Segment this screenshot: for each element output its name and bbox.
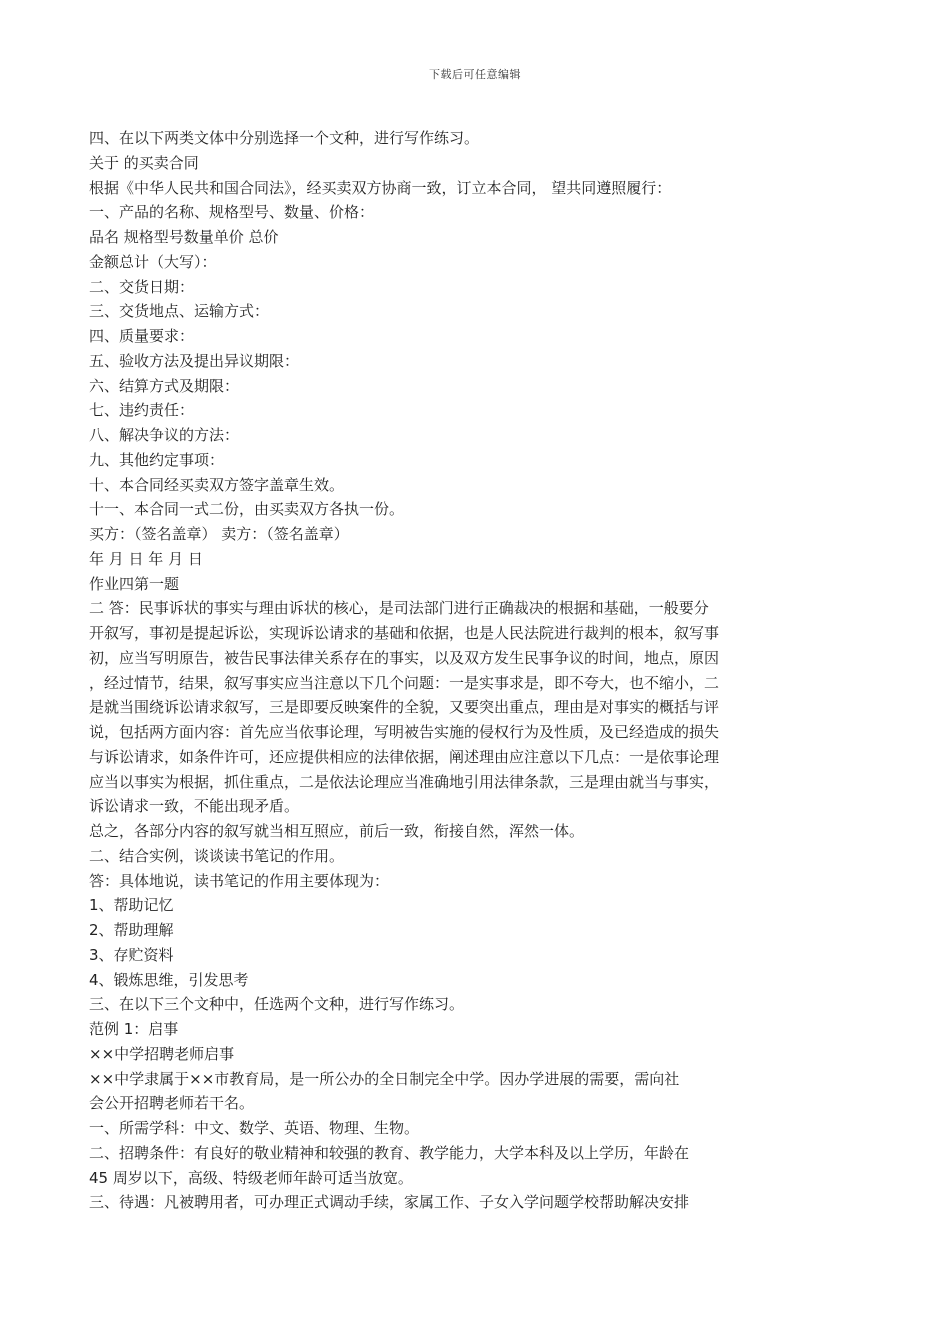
text-line: 答：具体地说，读书笔记的作用主要体现为： bbox=[89, 871, 390, 890]
document-body bbox=[89, 126, 809, 1215]
text-line: 是就当围绕诉讼请求叙写，三是即要反映案件的全貌，又要突出重点，理由是对事实的概括与评 bbox=[89, 698, 720, 717]
text-line: 初，应当写明原告，被告民事法律关系存在的事实，以及双方发生民事争议的时间，地点，原因 bbox=[89, 648, 720, 667]
text-line: 应当以事实为根据，抓住重点，二是依法论理应当准确地引用法律条款，三是理由就当与事实， bbox=[89, 772, 720, 791]
text-line: 十、本合同经买卖双方签字盖章生效。 bbox=[89, 475, 345, 494]
text-line: 范例 1：启事 bbox=[89, 1020, 179, 1038]
text-line: 作业四第一题 bbox=[89, 574, 180, 593]
text-line: 说，包括两方面内容：首先应当依事论理，写明被告实施的侵权行为及性质，及已经造成的损失 bbox=[89, 723, 720, 741]
text-line: 五、验收方法及提出异议期限： bbox=[89, 351, 300, 370]
page-header-note: 下载后可任意编辑 bbox=[429, 68, 521, 81]
text-line: 二 答：民事诉状的事实与理由诉状的核心，是司法部门进行正确裁决的根据和基础，一般要分 bbox=[89, 599, 709, 618]
text-line: 四、在以下两类文体中分别选择一个文种，进行写作练习。 bbox=[89, 129, 480, 147]
text-line: 三、交货地点、运输方式： bbox=[89, 302, 270, 321]
text-line: 年 月 日 年 月 日 bbox=[89, 549, 203, 568]
text-line: 二、结合实例，谈谈读书笔记的作用。 bbox=[89, 846, 345, 865]
text-line: 45 周岁以下，高级、特级老师年龄可适当放宽。 bbox=[89, 1168, 413, 1187]
text-line: 七、违约责任： bbox=[89, 401, 195, 420]
text-line: 二、交货日期： bbox=[89, 277, 195, 296]
text-line: 会公开招聘老师若干名。 bbox=[89, 1094, 255, 1113]
text-line: 八、解决争议的方法： bbox=[89, 426, 240, 444]
text-line: 六、结算方式及期限： bbox=[89, 376, 240, 395]
text-line: ××中学招聘老师启事 bbox=[89, 1044, 235, 1063]
text-line: ，经过情节，结果，叙写事实应当注意以下几个问题：一是实事求是，即不夸大，也不缩小，二 bbox=[89, 673, 720, 692]
text-line: 三、在以下三个文种中，任选两个文种，进行写作练习。 bbox=[89, 995, 465, 1014]
text-line: 关于 的买卖合同 bbox=[89, 153, 199, 172]
text-line: 2、帮助理解 bbox=[89, 921, 174, 939]
text-line: 二、招聘条件：有良好的敬业精神和较强的教育、教学能力，大学本科及以上学历，年龄在 bbox=[89, 1143, 690, 1162]
text-line: 买方：（签名盖章） 卖方：（签名盖章） bbox=[89, 525, 349, 543]
text-line: 十一、本合同一式二份，由买卖双方各执一份。 bbox=[89, 500, 405, 519]
text-line: 与诉讼请求，如条件许可，还应提供相应的法律依据，阐述理由应注意以下几点：一是依事论理 bbox=[89, 747, 720, 766]
text-line: 九、其他约定事项： bbox=[89, 450, 225, 469]
text-line: 诉讼请求一致，不能出现矛盾。 bbox=[89, 797, 300, 816]
text-line: 总之，各部分内容的叙写就当相互照应，前后一致，衔接自然，浑然一体。 bbox=[89, 822, 585, 840]
text-line: 一、所需学科：中文、数学、英语、物理、生物。 bbox=[89, 1119, 420, 1137]
text-line: 金额总计（大写）： bbox=[89, 252, 217, 271]
text-line: 3、存贮资料 bbox=[89, 945, 174, 964]
text-line: 根据《中华人民共和国合同法》，经买卖双方协商一致，订立本合同， 望共同遵照履行： bbox=[89, 178, 672, 197]
text-line: 三、待遇：凡被聘用者，可办理正式调动手续，家属工作、子女入学问题学校帮助解决安排 bbox=[89, 1193, 690, 1212]
text-line: 4、锻炼思维，引发思考 bbox=[89, 970, 249, 989]
text-line: 四、质量要求： bbox=[89, 327, 195, 345]
text-line: 一、产品的名称、规格型号、数量、价格： bbox=[89, 203, 375, 222]
text-line: 开叙写，事初是提起诉讼，实现诉讼请求的基础和依据，也是人民法院进行裁判的根本，叙写事 bbox=[89, 624, 720, 642]
text-line: 1、帮助记忆 bbox=[89, 896, 174, 915]
text-line: 品名 规格型号数量单价 总价 bbox=[89, 228, 279, 246]
text-line: ××中学隶属于××市教育局，是一所公办的全日制完全中学。因办学进展的需要，需向社 bbox=[89, 1069, 680, 1088]
